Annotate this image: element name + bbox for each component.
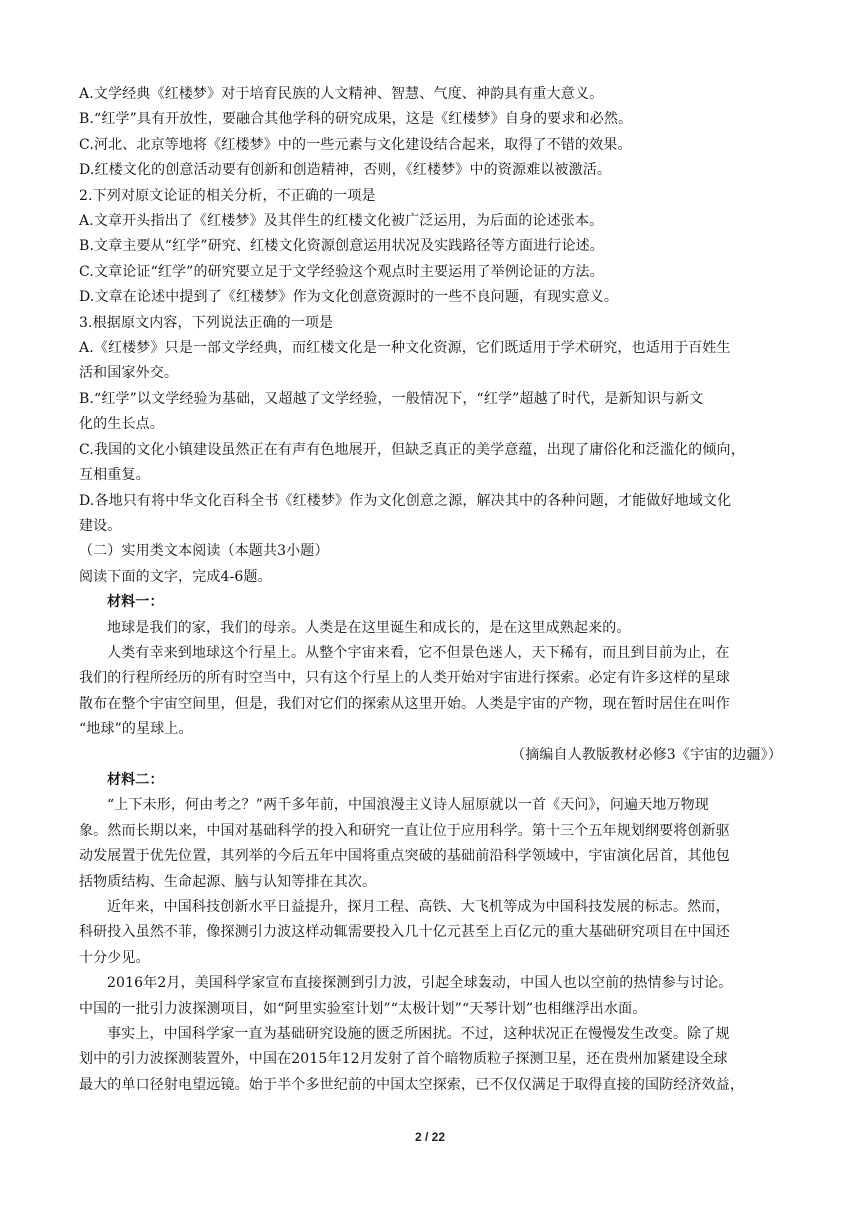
material-2-p3-line2: 中国的一批引力波探测项目，如“阿里实验室计划”“太极计划”“天琴计划”也相继浮出水面。 bbox=[79, 1000, 647, 1017]
option-2c: C.文章论证“红学”的研究要立足于文学经验这个观点时主要运用了举例论证的方法。 bbox=[79, 263, 604, 280]
option-3b-line1: B.“红学”以文学经验为基础，又超越了文学经验，一般情况下，“红学”超越了时代，是新知识与新文 bbox=[79, 390, 704, 407]
material-2-p1-line4: 括物质结构、生命起源、脑与认知等排在其次。 bbox=[79, 873, 377, 890]
option-2d: D.文章在论述中提到了《红楼梦》作为文化创意资源时的一些不良问题，有现实意义。 bbox=[79, 289, 619, 306]
material-2-p2-line2: 科研投入虽然不菲，像探测引力波这样动辄需要投入几十亿元甚至上百亿元的重大基础研究项目在中国还 bbox=[79, 924, 730, 941]
material-2-p1-line2: 象。然而长期以来，中国对基础科学的投入和研究一直让位于应用科学。第十三个五年规划纲要将创新驱 bbox=[79, 822, 730, 839]
option-3c-line1: C.我国的文化小镇建设虽然正在有声有色地展开，但缺乏真正的美学意蕴，出现了庸俗化和泛滥化的倾向， bbox=[79, 441, 745, 458]
material-1-heading: 材料一： bbox=[107, 594, 164, 611]
option-1b: B.“红学”具有开放性，要融合其他学科的研究成果，这是《红楼梦》自身的要求和必然。 bbox=[79, 111, 633, 128]
material-2-p2-line3: 十分少见。 bbox=[79, 949, 150, 966]
instruction: 阅读下面的文字，完成4-6题。 bbox=[79, 568, 272, 585]
material-2-p1-line1: “上下未形，何由考之？”两千多年前，中国浪漫主义诗人屈原就以一首《天问》，问遍天地万物现 bbox=[107, 797, 709, 814]
section-heading: （二）实用类文本阅读（本题共3小题） bbox=[79, 543, 329, 560]
material-2-p4-line2: 划中的引力波探测装置外，中国在2015年12月发射了首个暗物质粒子探测卫星，还在贵州加紧建设全球 bbox=[79, 1051, 728, 1068]
material-2-p1-line3: 动发展置于优先位置，其列举的今后五年中国将重点突破的基础前沿科学领域中，宇宙演化居首，其他包 bbox=[79, 848, 730, 865]
material-2-p4-line3: 最大的单口径射电望远镜。始于半个多世纪前的中国太空探索，已不仅仅满足于取得直接的国防经济效益， bbox=[79, 1076, 745, 1093]
option-3d-line2: 建设。 bbox=[79, 517, 122, 534]
material-1-p2-line1: 人类有幸来到地球这个行星上。从整个宇宙来看，它不但景色迷人，天下稀有，而且到目前为止，在 bbox=[107, 644, 730, 661]
option-1c: C.河北、北京等地将《红楼梦》中的一些元素与文化建设结合起来，取得了不错的效果。 bbox=[79, 136, 632, 153]
document-page bbox=[79, 82, 782, 1098]
page-number: 2 / 22 bbox=[414, 1130, 446, 1144]
option-3b-line2: 化的生长点。 bbox=[79, 416, 164, 433]
option-2b: B.文章主要从“红学”研究、红楼文化资源创意运用状况及实践路径等方面进行论述。 bbox=[79, 238, 604, 255]
option-3a-line2: 活和国家外交。 bbox=[79, 365, 179, 382]
option-3a-line1: A.《红楼梦》只是一部文学经典，而红楼文化是一种文化资源，它们既适用于学术研究，也适用于百姓生 bbox=[79, 340, 731, 357]
option-2a: A.文章开头指出了《红楼梦》及其伴生的红楼文化被广泛运用，为后面的论述张本。 bbox=[79, 213, 604, 230]
option-1d: D.红楼文化的创意活动要有创新和创造精神，否则，《红楼梦》中的资源难以被激活。 bbox=[79, 162, 612, 179]
question-2: 2.下列对原文论证的相关分析，不正确的一项是 bbox=[79, 187, 376, 204]
question-3: 3.根据原文内容，下列说法正确的一项是 bbox=[79, 314, 334, 331]
material-1-p2-line2: 我们的行程所经历的所有时空当中，只有这个行星上的人类开始对宇宙进行探索。必定有许多这样的星球 bbox=[79, 670, 730, 687]
material-1-paragraph-1: 地球是我们的家，我们的母亲。人类是在这里诞生和成长的，是在这里成熟起来的。 bbox=[107, 619, 631, 636]
material-1-p2-line4: “地球”的星球上。 bbox=[79, 721, 193, 738]
material-1-source: （摘编自人教版教材必修3《宇宙的边疆》） bbox=[511, 746, 782, 763]
option-3d-line1: D.各地只有将中华文化百科全书《红楼梦》作为文化创意之源，解决其中的各种问题，才能做好地域文化 bbox=[79, 492, 732, 509]
option-1a: A.文学经典《红楼梦》对于培育民族的人文精神、智慧、气度、神韵具有重大意义。 bbox=[79, 86, 604, 102]
material-2-p2-line1: 近年来，中国科技创新水平日益提升，探月工程、高铁、大飞机等成为中国科技发展的标志。然而， bbox=[107, 899, 730, 915]
material-1-p2-line3: 散布在整个宇宙空间里，但是，我们对它们的探索从这里开始。人类是宇宙的产物，现在暂时居住在叫作 bbox=[79, 695, 730, 712]
option-3c-line2: 互相重复。 bbox=[79, 467, 150, 484]
material-2-p3-line1: 2016年2月，美国科学家宣布直接探测到引力波，引起全球轰动，中国人也以空前的热情参与讨论。 bbox=[107, 975, 733, 992]
material-2-heading: 材料二： bbox=[107, 771, 164, 788]
material-2-p4-line1: 事实上，中国科学家一直为基础研究设施的匮乏所困扰。不过，这种状况正在慢慢发生改变。除了规 bbox=[107, 1026, 730, 1043]
